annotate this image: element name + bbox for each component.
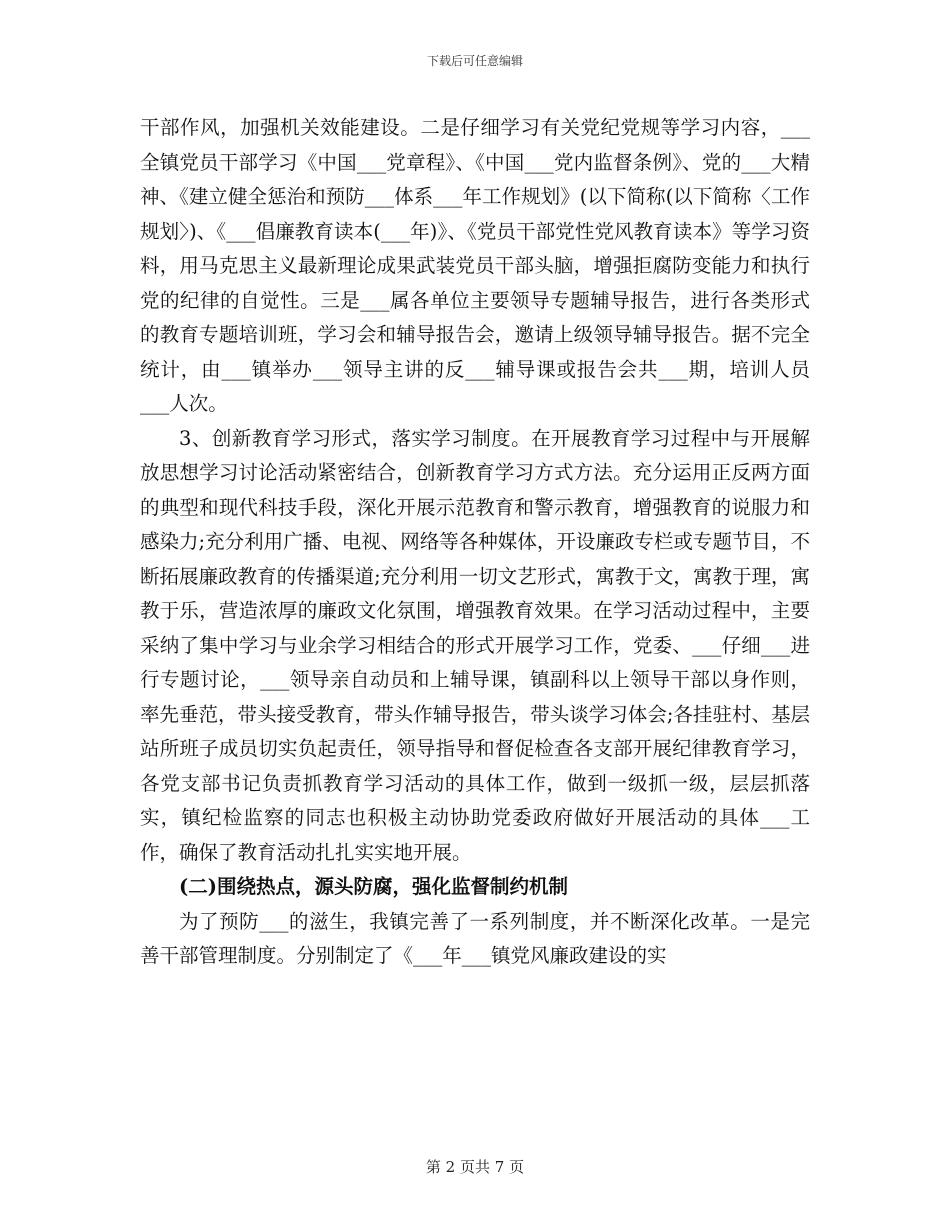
paragraph-continuation: 干部作风，加强机关效能建设。二是仔细学习有关党纪党规等学习内容，___全镇党员干部学习《中国___党章程》、《中国___党内监督条例》、党的___大精神、《建立健全惩治和预防___体系___年工作规划》(以下简称(以下简称〈工作规划〉)、《___倡廉教育读本(___年)》、《党员干部党性党风教育读本》等学习资料，用马克思主义最新理论成果武装党员干部头脑，增强拒腐防变能力和执行党的纪律的自觉性。三是___属各单位主要领导专题辅导报告，进行各类形式的教育专题培训班，学习会和辅导报告会，邀请上级领导辅导报告。据不完全统计，由___镇举办___领导主讲的反___辅导课或报告会共___期，培训人员___人次。 (140, 116, 810, 415)
section-heading: (二)围绕热点，源头防腐，强化监督制约机制 (179, 875, 568, 898)
document-body (140, 111, 810, 974)
paragraph-prevention: 为了预防___的滋生，我镇完善了一系列制度，并不断深化改革。一是完善干部管理制度。分别制定了《___年___镇党风廉政建设的实 (140, 909, 810, 967)
paragraph-innovate-education: 3、创新教育学习形式，落实学习制度。在开展教育学习过程中与开展解放思想学习讨论活动紧密结合，创新教育学习方式方法。充分运用正反两方面的典型和现代科技手段，深化开展示范教育和警示教育，增强教育的说服力和感染力;充分利用广播、电视、网络等各种媒体，开设廉政专栏或专题节目，不断拓展廉政教育的传播渠道;充分利用一切文艺形式，寓教于文，寓教于理，寓教于乐，营造浓厚的廉政文化氛围，增强教育效果。在学习活动过程中，主要采纳了集中学习与业余学习相结合的形式开展学习工作，党委、___仔细___进行专题讨论，___领导亲自动员和上辅导课，镇副科以上领导干部以身作则，率先垂范，带头接受教育，带头作辅导报告，带头谈学习体会;各挂驻村、基层站所班子成员切实负起责任，领导指导和督促检查各支部开展纪律教育学习，各党支部书记负责抓教育学习活动的具体工作，做到一级抓一级，层层抓落实，镇纪检监察的同志也积极主动协助党委政府做好开展活动的具体___工作，确保了教育活动扎扎实实地开展。 (140, 426, 810, 864)
page-footer: 第 2 页共 7 页 (425, 1158, 525, 1176)
page-header: 下载后可任意编辑 (426, 54, 523, 68)
